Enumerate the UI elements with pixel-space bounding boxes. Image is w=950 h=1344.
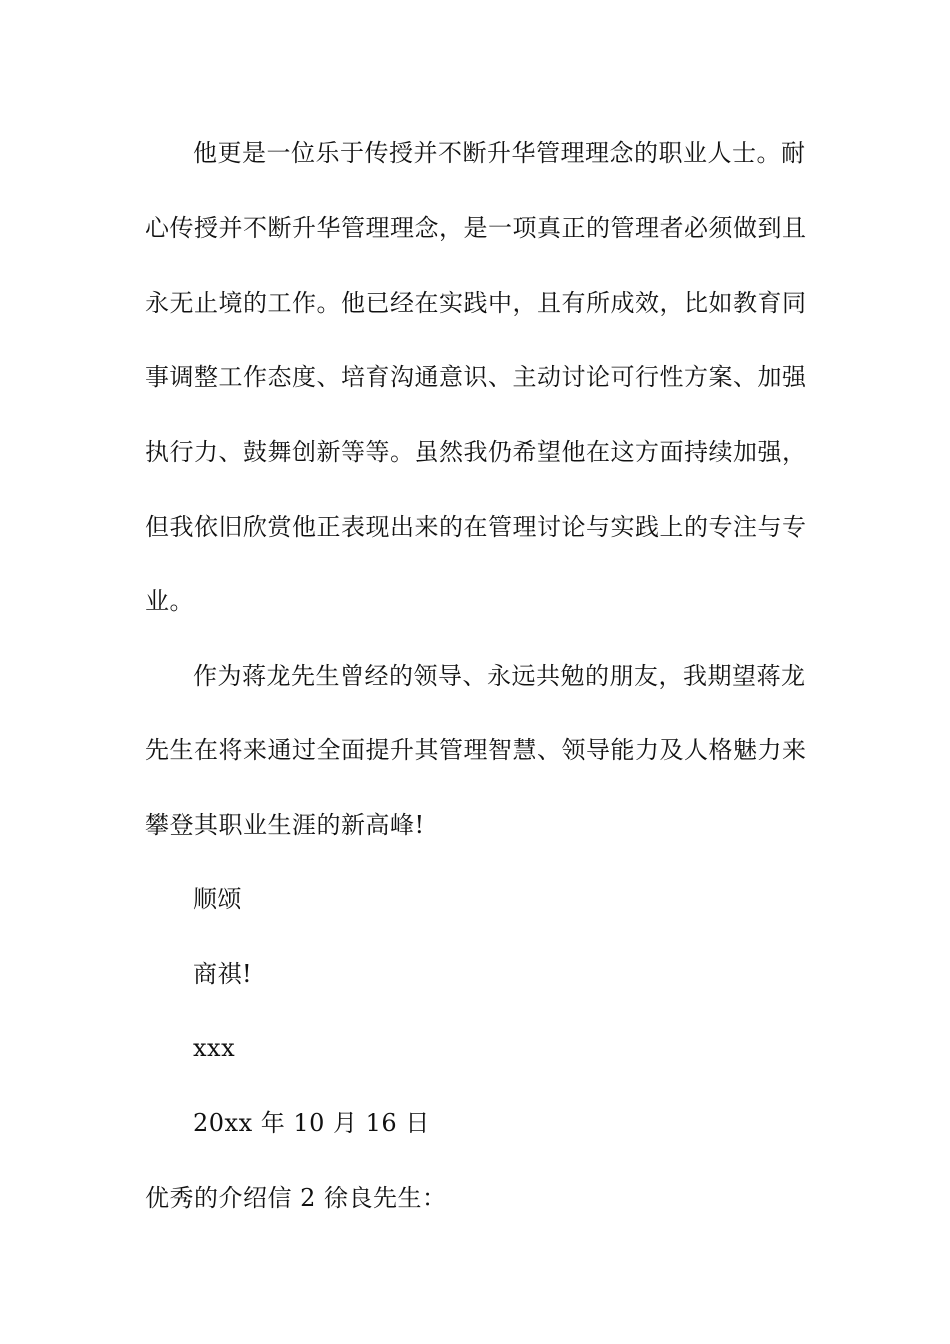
signature: xxx	[193, 1034, 236, 1062]
text-line: 但我依旧欣赏他正表现出来的在管理讨论与实践上的专注与专	[145, 513, 807, 541]
text-line: 心传授并不断升华管理理念，是一项真正的管理者必须做到且	[145, 214, 807, 242]
text-line: 他更是一位乐于传授并不断升华管理理念的职业人士。耐	[193, 139, 806, 167]
text-line: 作为蒋龙先生曾经的领导、永远共勉的朋友，我期望蒋龙	[193, 662, 806, 690]
text-line: 永无止境的工作。他已经在实践中，且有所成效，比如教育同	[145, 289, 807, 317]
letter-date: 20xx 年 10 月 16 日	[193, 1109, 430, 1137]
text-line: 事调整工作态度、培育沟通意识、主动讨论可行性方案、加强	[145, 363, 807, 391]
text-line: 先生在将来通过全面提升其管理智慧、领导能力及人格魅力来	[145, 736, 807, 764]
text-line: 执行力、鼓舞创新等等。虽然我仍希望他在这方面持续加强，	[145, 438, 807, 466]
text-line: 攀登其职业生涯的新高峰!	[145, 811, 425, 839]
text-line: 业。	[145, 587, 194, 615]
next-letter-heading: 优秀的介绍信 2 徐良先生：	[145, 1184, 447, 1212]
closing-wish: 商祺!	[193, 960, 253, 988]
closing-salutation: 顺颂	[193, 885, 242, 913]
